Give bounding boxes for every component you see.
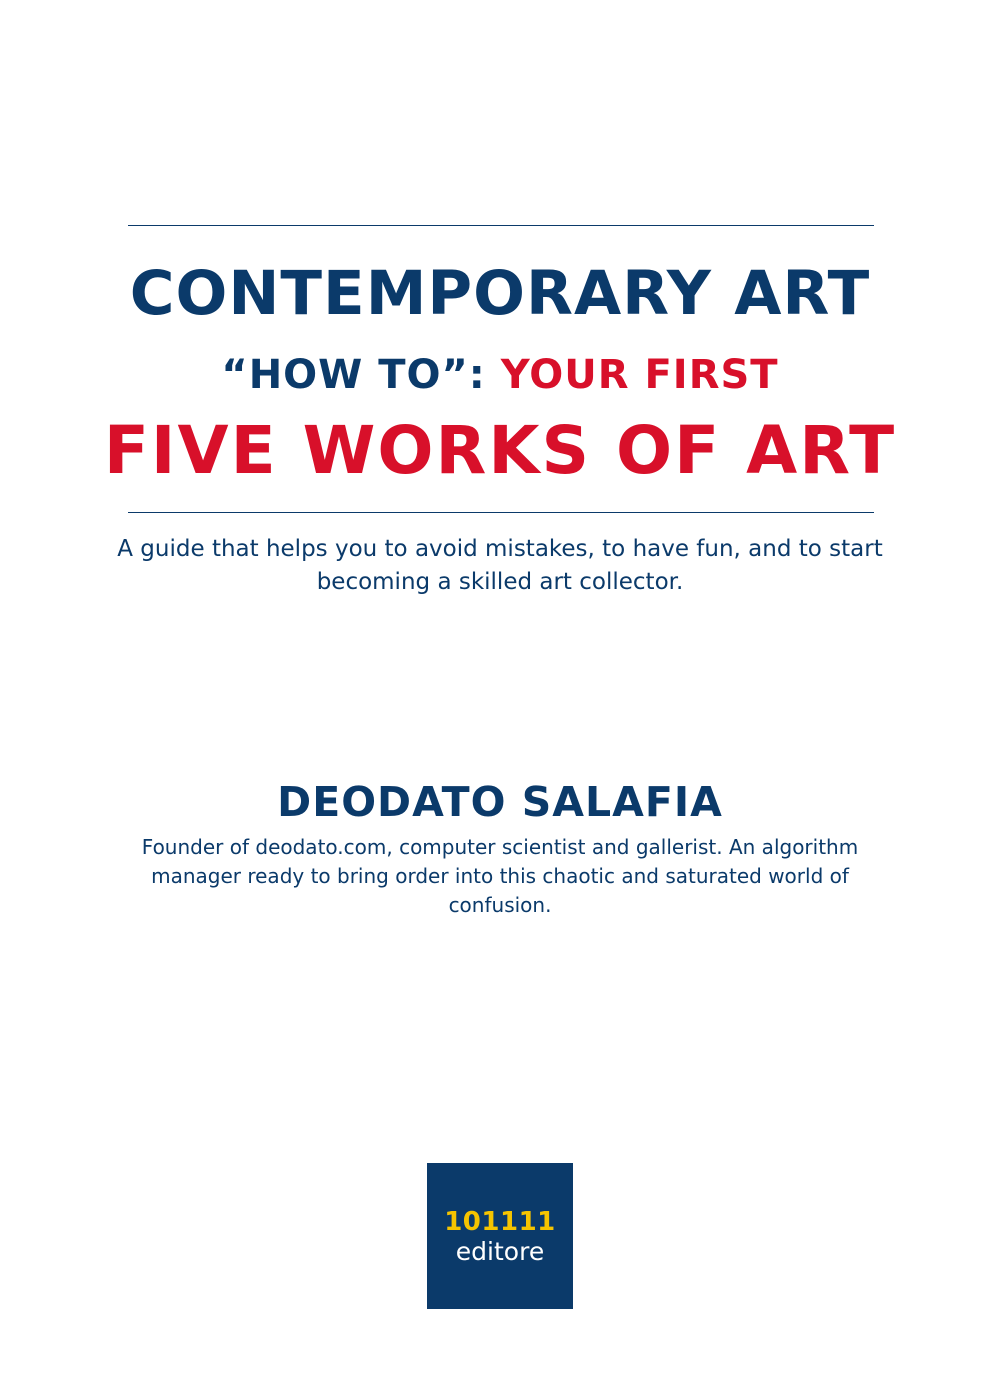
publisher-logo-number: 101111 bbox=[444, 1207, 556, 1237]
top-divider bbox=[128, 225, 874, 226]
publisher-logo bbox=[427, 1163, 573, 1309]
title-line-2-your-first: YOUR FIRST bbox=[500, 352, 779, 398]
author-bio: Founder of deodato.com, computer scientist and gallerist. An algorithm manager ready to bring order into this chaotic and saturated world of confusion. bbox=[141, 835, 859, 917]
subtitle-tagline: A guide that helps you to avoid mistakes, to have fun, and to start becoming a skilled art collector. bbox=[117, 536, 883, 595]
title-line-2-how-to: “HOW TO”: bbox=[221, 352, 501, 398]
publisher-logo-word: editore bbox=[455, 1237, 545, 1266]
title-line-3: FIVE WORKS OF ART bbox=[103, 412, 897, 489]
title-line-2 bbox=[0, 352, 1000, 398]
author-name: DEODATO SALAFIA bbox=[277, 778, 723, 826]
bottom-divider bbox=[128, 512, 874, 513]
title-line-1: CONTEMPORARY ART bbox=[129, 258, 871, 329]
